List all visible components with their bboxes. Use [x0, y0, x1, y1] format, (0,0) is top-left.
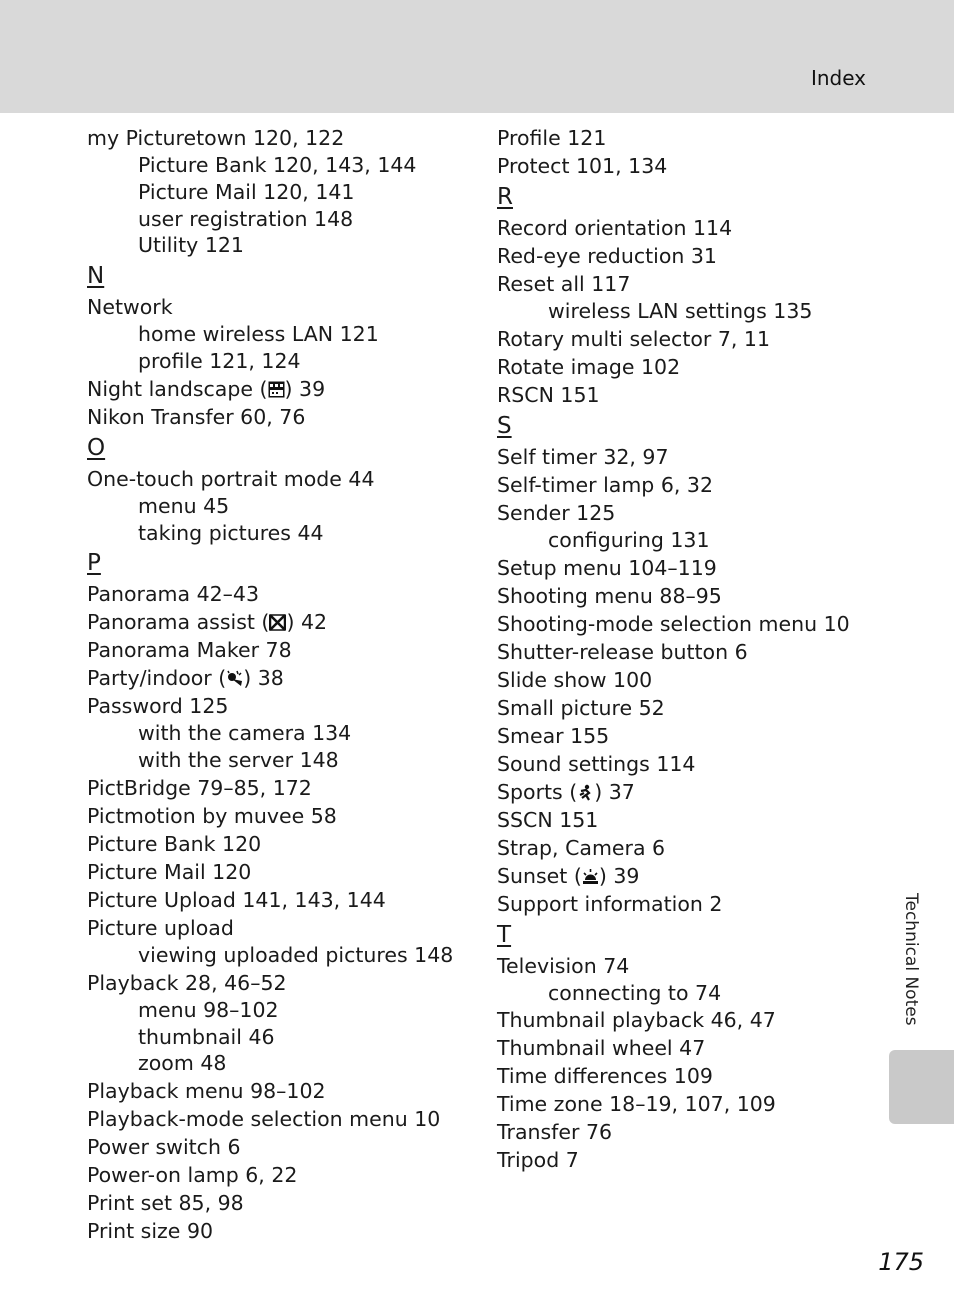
index-entry: RSCN 151: [497, 382, 600, 407]
index-subentry: thumbnail 46: [138, 1024, 275, 1049]
index-subentry: menu 45: [138, 493, 230, 518]
index-entry: [497, 862, 877, 890]
index-entry: [87, 375, 477, 403]
index-entry: Small picture 52: [497, 695, 665, 720]
index-letter-heading: S: [497, 412, 512, 439]
sports-icon: [577, 784, 594, 801]
index-subentry: profile 121, 124: [138, 348, 301, 373]
index-entry: Support information 2: [497, 891, 723, 916]
index-entry: Picture Upload 141, 143, 144: [87, 887, 386, 912]
index-entry: Setup menu 104–119: [497, 555, 717, 580]
index-subentry: user registration 148: [138, 206, 354, 231]
index-entry: Red-eye reduction 31: [497, 244, 717, 268]
index-entry: Self-timer lamp 6, 32: [497, 472, 713, 497]
index-entry: [87, 608, 477, 636]
index-entry: Smear 155: [497, 723, 610, 748]
index-entry: Time zone 18–19, 107, 109: [497, 1092, 776, 1117]
index-entry-text: Night landscape (: [87, 376, 268, 401]
index-subentry: with the camera 134: [138, 721, 352, 746]
index-entry: Power switch 6: [87, 1135, 241, 1160]
index-entry-text: Sports (: [497, 779, 578, 804]
index-subentry: connecting to 74: [548, 980, 722, 1005]
index-entry: Protect 101, 134: [497, 154, 668, 178]
index-entry: Profile 121: [497, 126, 607, 150]
index-entry-pages: ) 39: [598, 863, 640, 888]
section-side-label: Technical Notes: [901, 893, 921, 1026]
index-entry: Print size 90: [87, 1219, 214, 1244]
index-entry-pages: ) 39: [284, 376, 326, 401]
index-entry: Playback 28, 46–52: [87, 970, 287, 995]
index-entry-text: Sunset (: [497, 863, 582, 888]
night-landscape-icon: [268, 381, 285, 398]
index-entry-text: Party/indoor (: [87, 666, 227, 691]
index-entry: Password 125: [87, 694, 229, 719]
index-entry: Nikon Transfer 60, 76: [87, 404, 306, 429]
index-entry: SSCN 151: [497, 807, 599, 832]
index-entry: [87, 664, 477, 692]
index-subentry: taking pictures 44: [138, 520, 324, 545]
index-subentry: home wireless LAN 121: [138, 322, 379, 347]
index-entry: Tripod 7: [497, 1148, 579, 1173]
index-entry: Panorama 42–43: [87, 582, 259, 607]
section-tab: [889, 1050, 954, 1124]
index-entry: Shutter-release button 6: [497, 639, 748, 664]
index-letter-heading: R: [497, 184, 513, 210]
index-entry: Transfer 76: [497, 1120, 613, 1145]
index-entry: Strap, Camera 6: [497, 835, 666, 860]
index-column-left: [87, 124, 477, 1245]
index-letter-heading: T: [497, 921, 512, 948]
index-entry: Record orientation 114: [497, 216, 733, 240]
index-entry: Self timer 32, 97: [497, 444, 669, 469]
index-entry: Print set 85, 98: [87, 1191, 244, 1216]
index-entry: Sound settings 114: [497, 751, 696, 776]
page-title: Index: [810, 66, 866, 90]
header-band: [0, 0, 954, 113]
index-entry: Panorama Maker 78: [87, 638, 292, 663]
index-entry: Rotate image 102: [497, 354, 681, 379]
index-entry-pages: ) 42: [286, 610, 328, 635]
index-entry: Picture Mail 120: [87, 859, 252, 884]
index-entry: Time differences 109: [497, 1064, 713, 1089]
index-subentry: viewing uploaded pictures 148: [138, 942, 454, 967]
index-entry: Reset all 117: [497, 272, 631, 296]
index-entry-text: Panorama assist (: [87, 610, 270, 635]
index-entry-pages: ) 37: [594, 779, 635, 804]
index-entry: Television 74: [497, 953, 630, 978]
index-entry: Network: [87, 295, 173, 320]
index-entry: Picture upload: [87, 915, 234, 940]
index-subentry: zoom 48: [138, 1051, 227, 1076]
index-entry-pages: ) 38: [243, 666, 284, 691]
index-entry: Shooting menu 88–95: [497, 583, 722, 608]
index-entry: Picture Bank 120: [87, 831, 262, 856]
party-indoor-icon: [226, 670, 243, 687]
index-entry: my Picturetown 120, 122: [87, 126, 345, 150]
index-entry: Thumbnail wheel 47: [497, 1036, 706, 1061]
index-letter-heading: O: [87, 434, 106, 461]
index-entry: Pictmotion by muvee 58: [87, 803, 337, 828]
index-entry: Slide show 100: [497, 667, 653, 692]
index-letter-heading: P: [87, 550, 101, 577]
index-entry: Playback-mode selection menu 10: [87, 1107, 441, 1132]
page-number: 175: [878, 1248, 924, 1276]
sunset-icon: [582, 868, 599, 885]
index-entry: Power-on lamp 6, 22: [87, 1163, 298, 1188]
index-entry: Sender 125: [497, 500, 616, 525]
index-subentry: wireless LAN settings 135: [548, 299, 813, 323]
index-entry: Thumbnail playback 46, 47: [497, 1008, 776, 1033]
index-entry: Playback menu 98–102: [87, 1079, 326, 1104]
index-entry: [497, 778, 877, 806]
index-subentry: configuring 131: [548, 527, 710, 552]
index-subentry: menu 98–102: [138, 997, 279, 1022]
index-column-right: [497, 124, 877, 1174]
panorama-assist-icon: [269, 614, 286, 631]
index-entry: Rotary multi selector 7, 11: [497, 326, 771, 351]
index-entry: One-touch portrait mode 44: [87, 466, 375, 491]
index-entry: PictBridge 79–85, 172: [87, 775, 312, 800]
index-subentry: Utility 121: [138, 233, 244, 258]
index-subentry: Picture Bank 120, 143, 144: [138, 153, 417, 177]
index-entry: Shooting-mode selection menu 10: [497, 611, 850, 636]
index-letter-heading: N: [87, 263, 105, 290]
index-subentry: Picture Mail 120, 141: [138, 179, 355, 204]
index-subentry: with the server 148: [138, 748, 339, 773]
